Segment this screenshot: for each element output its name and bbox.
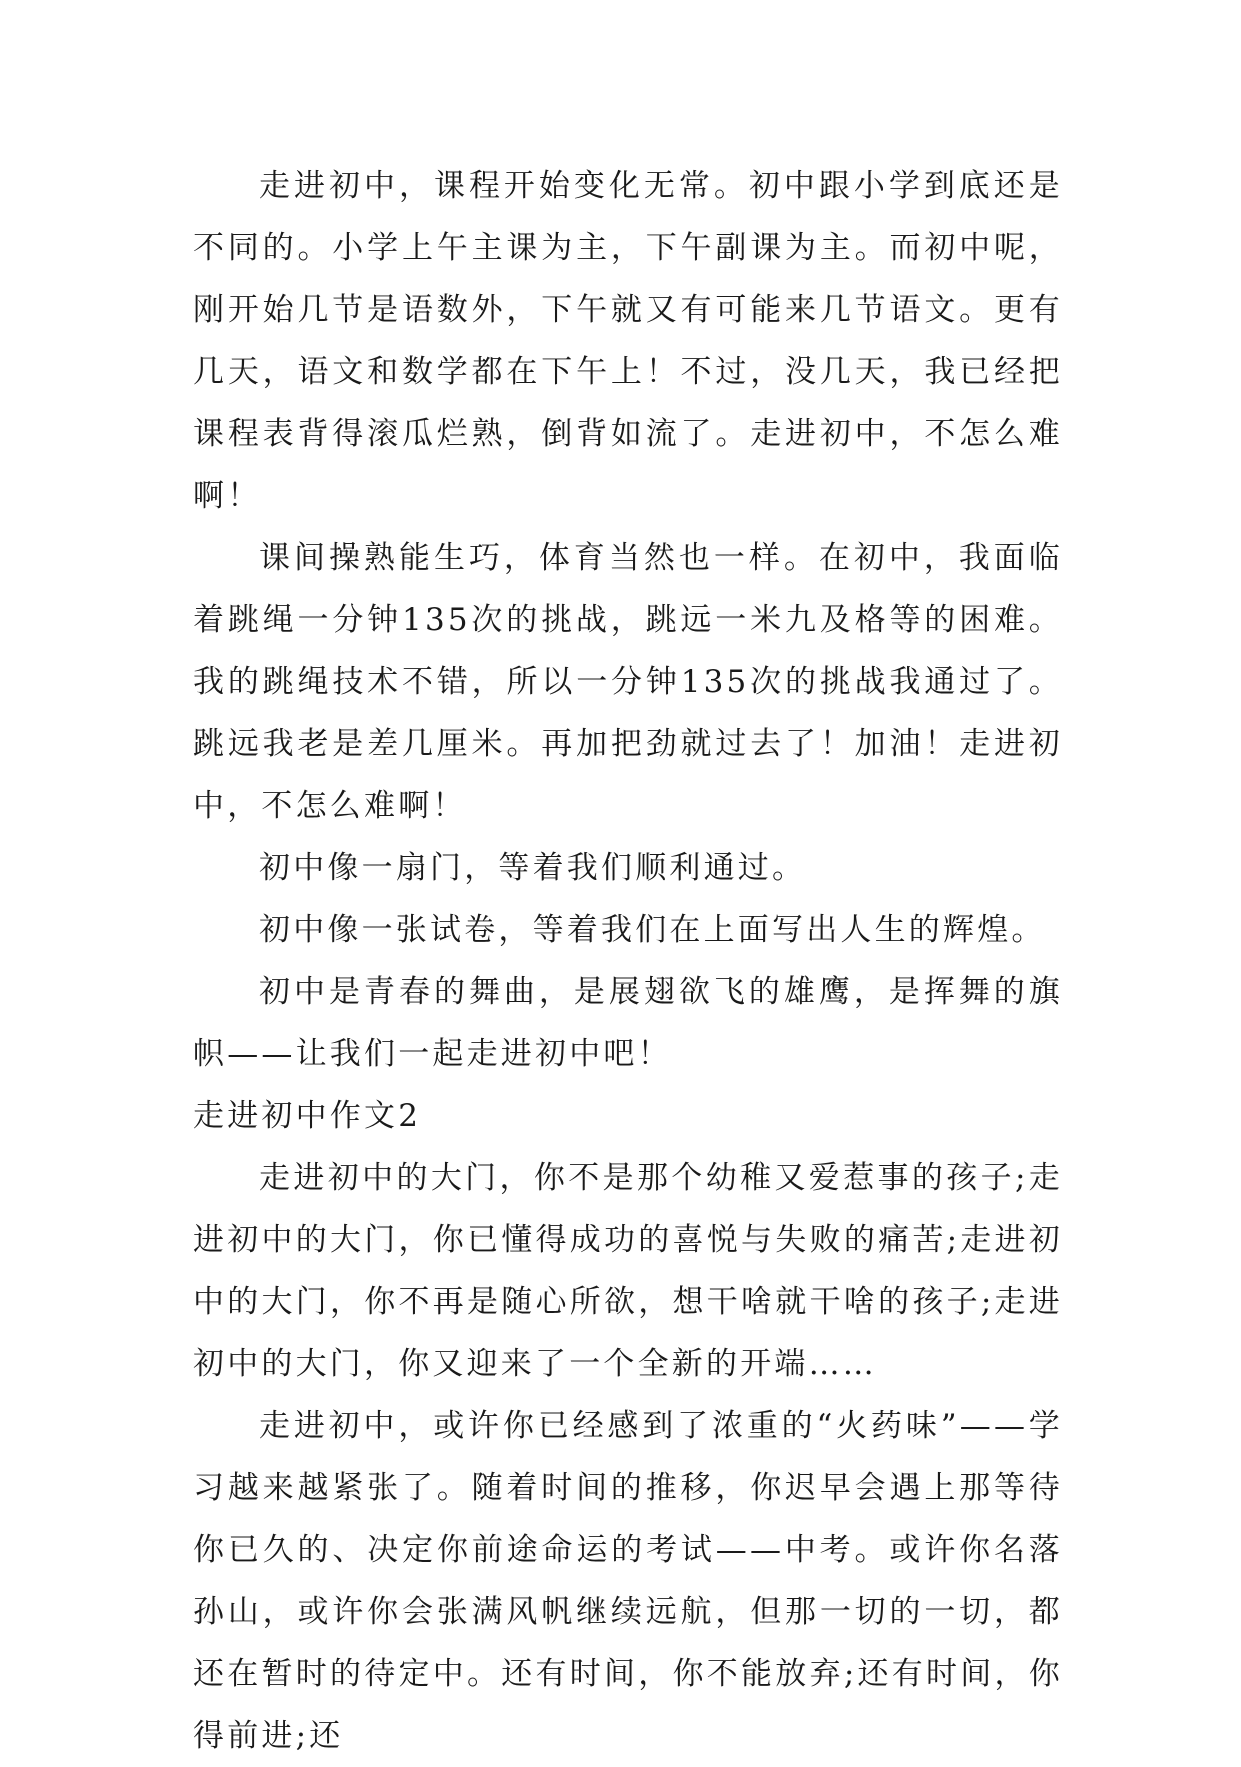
paragraph-5: 初中是青春的舞曲，是展翅欲飞的雄鹰，是挥舞的旗帜——让我们一起走进初中吧！ (193, 974, 1063, 1072)
document-page (193, 155, 1063, 1767)
paragraph-1: 走进初中，课程开始变化无常。初中跟小学到底还是不同的。小学上午主课为主，下午副课为主。而初中呢，刚开始几节是语数外，下午就又有可能来几节语文。更有几天，语文和数学都在下午上！不过，没几天，我已经把课程表背得滚瓜烂熟，倒背如流了。走进初中，不怎么难啊！ (193, 168, 1063, 514)
paragraph-7: 走进初中，或许你已经感到了浓重的“火药味”——学习越来越紧张了。随着时间的推移，你迟早会遇上那等待你已久的、决定你前途命运的考试——中考。或许你名落孙山，或许你会张满风帆继续远航，但那一切的一切，都还在暂时的待定中。还有时间，你不能放弃;还有时间，你得前进;还 (193, 1408, 1063, 1754)
paragraph-4: 初中像一张试卷，等着我们在上面写出人生的辉煌。 (259, 912, 1046, 948)
section-heading: 走进初中作文2 (193, 1098, 422, 1134)
paragraph-6: 走进初中的大门，你不是那个幼稚又爱惹事的孩子;走进初中的大门，你已懂得成功的喜悦与失败的痛苦;走进初中的大门，你不再是随心所欲，想干啥就干啥的孩子;走进初中的大门，你又迎来了一个全新的开端…… (193, 1160, 1063, 1382)
paragraph-3: 初中像一扇门，等着我们顺利通过。 (259, 850, 807, 886)
paragraph-2: 课间操熟能生巧，体育当然也一样。在初中，我面临着跳绳一分钟135次的挑战，跳远一米九及格等的困难。我的跳绳技术不错，所以一分钟135次的挑战我通过了。跳远我老是差几厘米。再加把劲就过去了！加油！走进初中，不怎么难啊！ (193, 540, 1063, 824)
